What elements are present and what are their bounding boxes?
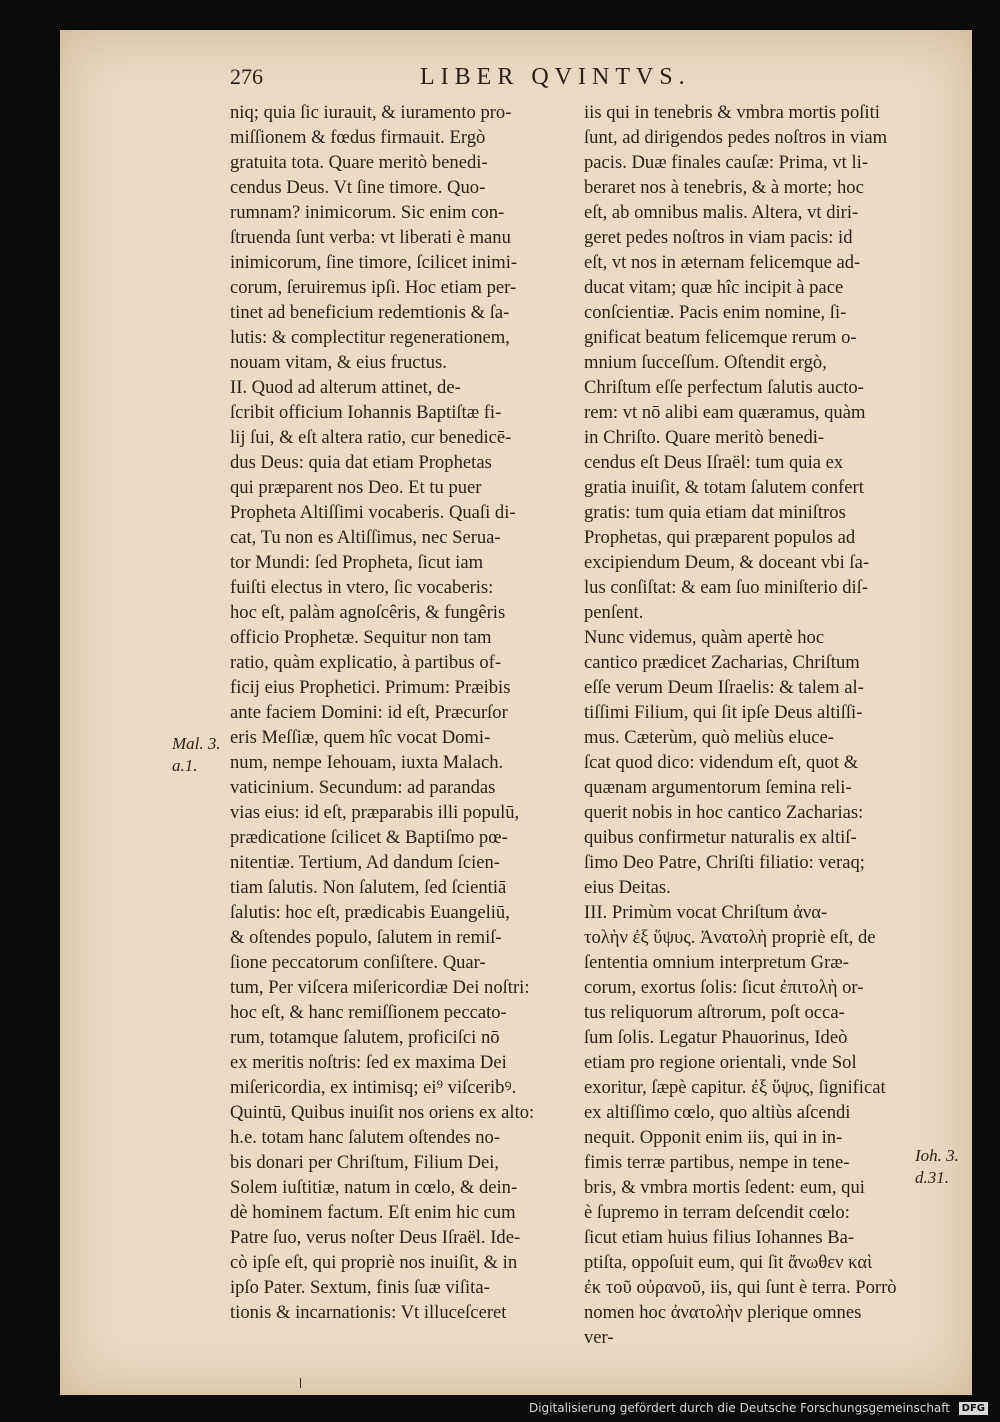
text-line: ſimo Deo Patre, Chriſti filiatio: veraq; <box>584 852 865 873</box>
text-line: mus. Cæterùm, quò meliùs eluce- <box>584 727 834 748</box>
page-number: 276 <box>230 64 263 89</box>
text-line: & oſtendes populo, ſalutem in remiſ- <box>230 927 502 948</box>
text-line: fuiſti electus in vtero, ſic vocaberis: <box>230 577 494 598</box>
text-line: cendus eſt Deus Iſraël: tum quia ex <box>584 452 844 473</box>
text-line: rem: vt nō alibi eam quæramus, quàm <box>584 402 866 423</box>
text-line: officio Prophetæ. Sequitur non tam <box>230 627 492 648</box>
text-line: prædicatione ſcilicet & Baptiſmo pœ- <box>230 827 508 848</box>
text-line: cendus Deus. Vt ſine timore. Quo- <box>230 177 486 198</box>
text-line: ficij eius Prophetici. Primum: Præibis <box>230 677 511 698</box>
margin-note-line: Mal. 3. <box>172 734 221 753</box>
text-line: cò ipſe eſt, qui propriè nos inuiſit, & in <box>230 1252 518 1273</box>
text-line: tiſſimi Filium, qui ſit ipſe Deus altiſſi- <box>584 702 863 723</box>
text-line: vias eius: id eſt, præparabis illi populū, <box>230 802 520 823</box>
text-line: corum, exortus ſolis: ſicut ἐπιτολὴ or- <box>584 977 864 998</box>
text-line: Chriſtum eſſe perfectum ſalutis aucto- <box>584 377 864 398</box>
text-line: tor Mundi: ſed Propheta, ſicut iam <box>230 552 484 573</box>
text-line: eſt, vt nos in æternam felicemque ad- <box>584 252 861 273</box>
text-line: Patre ſuo, verus noſter Deus Iſraël. Ide- <box>230 1227 521 1248</box>
dfg-logo: DFG <box>959 1402 988 1415</box>
text-line: ſione peccatorum conſiſtere. Quar- <box>230 952 486 973</box>
text-line: ſtruenda ſunt verba: vt liberati è manu <box>230 227 511 248</box>
text-line: hoc eſt, palàm agnoſcêris, & fungêris <box>230 602 506 623</box>
digitization-footer <box>0 1398 1000 1422</box>
page-header <box>230 64 930 94</box>
text-line: eris Meſſiæ, quem hîc vocat Domi- <box>230 727 491 748</box>
text-line: lutis: & complectitur regenerationem, <box>230 327 510 348</box>
text-line: Propheta Altiſſimi vocaberis. Quaſi di- <box>230 502 516 523</box>
text-line: fimis terræ partibus, nempe in tene- <box>584 1152 850 1173</box>
text-line: lus conſiſtat: & eam ſuo miniſterio diſ- <box>584 577 869 598</box>
text-line: ſcat quod dico: videndum eſt, quot & <box>584 752 859 773</box>
text-line: nequit. Opponit enim iis, qui in in- <box>584 1127 843 1148</box>
text-line: è ſupremo in terram deſcendit cœlo: <box>584 1202 850 1223</box>
text-line: Nunc videmus, quàm apertè hoc <box>584 627 825 648</box>
text-line: Solem iuſtitiæ, natum in cœlo, & dein- <box>230 1177 518 1198</box>
footer-text: Digitalisierung gefördert durch die Deutsche Forschungsgemeinschaft <box>528 1401 950 1415</box>
text-line: ex altiſſimo cœlo, quo altiùs aſcendi <box>584 1102 851 1123</box>
text-line: beraret nos à tenebris, & à morte; hoc <box>584 177 864 198</box>
text-line: conſcientiæ. Pacis enim nomine, ſi- <box>584 302 847 323</box>
text-line: dè hominem factum. Eſt enim hic cum <box>230 1202 516 1223</box>
margin-note-line: Ioh. 3. <box>915 1146 959 1165</box>
text-line: geret pedes noſtros in viam pacis: id <box>584 227 853 248</box>
text-line: tionis & incarnationis: Vt illuceſceret <box>230 1302 507 1323</box>
text-line: exoritur, ſæpè capitur. ἐξ ὕψυς, ſignificat <box>584 1077 886 1098</box>
text-line: inimicorum, ſine timore, ſcilicet inimi- <box>230 252 518 273</box>
right-text-column <box>584 100 924 1350</box>
text-line: nomen hoc ἀνατολὴν plerique omnes <box>584 1302 862 1323</box>
text-line: lij ſui, & eſt altera ratio, cur benedicē- <box>230 427 512 448</box>
text-line: quibus confirmetur naturalis ex altiſ- <box>584 827 857 848</box>
text-line: bris, & vmbra mortis ſedent: eum, qui <box>584 1177 865 1198</box>
text-line: ſunt, ad dirigendos pedes noſtros in viam <box>584 127 888 148</box>
text-line: τολὴν ἐξ ὕψυς. Ἀνατολὴ propriè eſt, de <box>584 927 876 948</box>
margin-note-line: a.1. <box>172 756 198 775</box>
text-line: III. Primùm vocat Chriſtum ἀνα- <box>584 902 828 923</box>
text-line: ratio, quàm explicatio, à partibus of- <box>230 652 502 673</box>
text-line: Quintū, Quibus inuiſit nos oriens ex alto: <box>230 1102 535 1123</box>
text-line: ſum ſolis. Legatur Phauorinus, Ideò <box>584 1027 848 1048</box>
text-line: ex meritis noſtris: ſed ex maxima Dei <box>230 1052 507 1073</box>
text-line: ptiſta, oppoſuit eum, qui ſit ἄνωθεν καὶ <box>584 1252 873 1273</box>
text-line: cantico prædicet Zacharias, Chriſtum <box>584 652 860 673</box>
text-line: querit nobis in hoc cantico Zacharias: <box>584 802 864 823</box>
running-head: LIBER QVINTVS. <box>420 64 691 90</box>
text-line: in Chriſto. Quare meritò benedi- <box>584 427 825 448</box>
text-line: corum, ſeruiremus ipſi. Hoc etiam per- <box>230 277 517 298</box>
text-line: ſalutis: hoc eſt, prædicabis Euangeliū, <box>230 902 510 923</box>
margin-note-john <box>915 1145 959 1189</box>
ink-mark <box>300 1378 301 1388</box>
text-line: tus reliquorum aſtrorum, poſt occa- <box>584 1002 845 1023</box>
text-line: pacis. Duæ finales cauſæ: Prima, vt li- <box>584 152 869 173</box>
text-line: ſcribit officium Iohannis Baptiſtæ fi- <box>230 402 502 423</box>
text-line: tiam ſalutis. Non ſalutem, ſed ſcientiā <box>230 877 507 898</box>
text-line: II. Quod ad alterum attinet, de- <box>230 377 461 398</box>
text-line: eſſe verum Deum Iſraelis: & talem al- <box>584 677 864 698</box>
margin-note-line: d.31. <box>915 1168 949 1187</box>
text-line: ante faciem Domini: id eſt, Præcurſor <box>230 702 508 723</box>
margin-note-malachi <box>172 733 221 777</box>
text-line: rum, totamque ſalutem, proficiſci nō <box>230 1027 500 1048</box>
text-line: gratis: tum quia etiam dat miniſtros <box>584 502 846 523</box>
text-line: nitentiæ. Tertium, Ad dandum ſcien- <box>230 852 500 873</box>
text-line: eius Deitas. <box>584 877 671 898</box>
text-line: iis qui in tenebris & vmbra mortis poſiti <box>584 102 880 123</box>
text-line: ipſo Pater. Sextum, finis ſuæ viſita- <box>230 1277 490 1298</box>
text-line: mnium ſucceſſum. Oſtendit ergò, <box>584 352 827 373</box>
text-line: num, nempe Iehouam, iuxta Malach. <box>230 752 504 773</box>
text-line: miſericordia, ex intimisq; ei⁹ viſceribꝰ. <box>230 1077 517 1098</box>
text-line: Prophetas, qui præparent populos ad <box>584 527 856 548</box>
text-line: penſent. <box>584 602 644 623</box>
text-line: bis donari per Chriſtum, Filium Dei, <box>230 1152 500 1173</box>
text-line: gnificat beatum felicemque rerum o- <box>584 327 857 348</box>
left-text-column <box>230 100 570 1325</box>
text-line: tum, Per viſcera miſericordiæ Dei noſtri: <box>230 977 530 998</box>
text-line: dus Deus: quia dat etiam Prophetas <box>230 452 492 473</box>
text-line: excipiendum Deum, & doceant vbi ſa- <box>584 552 870 573</box>
text-line: rumnam? inimicorum. Sic enim con- <box>230 202 505 223</box>
text-line: ſententia omnium interpretum Græ- <box>584 952 849 973</box>
text-line: qui præparent nos Deo. Et tu puer <box>230 477 482 498</box>
text-line: gratuita tota. Quare meritò benedi- <box>230 152 488 173</box>
text-line: eſt, ab omnibus malis. Altera, vt diri- <box>584 202 859 223</box>
text-line: h.e. totam hanc ſalutem oſtendes no- <box>230 1127 501 1148</box>
text-line: ver- <box>584 1327 614 1348</box>
text-line: ἐκ τοῦ οὐρανοῦ, iis, qui ſunt è terra. Porrò <box>584 1277 897 1298</box>
text-line: miſſionem & fœdus firmauit. Ergò <box>230 127 486 148</box>
text-line: etiam pro regione orientali, vnde Sol <box>584 1052 857 1073</box>
text-line: gratia inuiſit, & totam ſalutem confert <box>584 477 864 498</box>
text-line: cat, Tu non es Altiſſimus, nec Serua- <box>230 527 501 548</box>
text-line: hoc eſt, & hanc remiſſionem peccato- <box>230 1002 507 1023</box>
text-line: tinet ad beneficium redemtionis & ſa- <box>230 302 510 323</box>
text-line: quænam argumentorum ſemina reli- <box>584 777 852 798</box>
text-line: niq; quia ſic iurauit, & iuramento pro- <box>230 102 512 123</box>
text-line: nouam vitam, & eius fructus. <box>230 352 447 373</box>
text-line: ducat vitam; quæ hîc incipit à pace <box>584 277 844 298</box>
text-line: vaticinium. Secundum: ad parandas <box>230 777 496 798</box>
text-line: ſicut etiam huius filius Iohannes Ba- <box>584 1227 855 1248</box>
